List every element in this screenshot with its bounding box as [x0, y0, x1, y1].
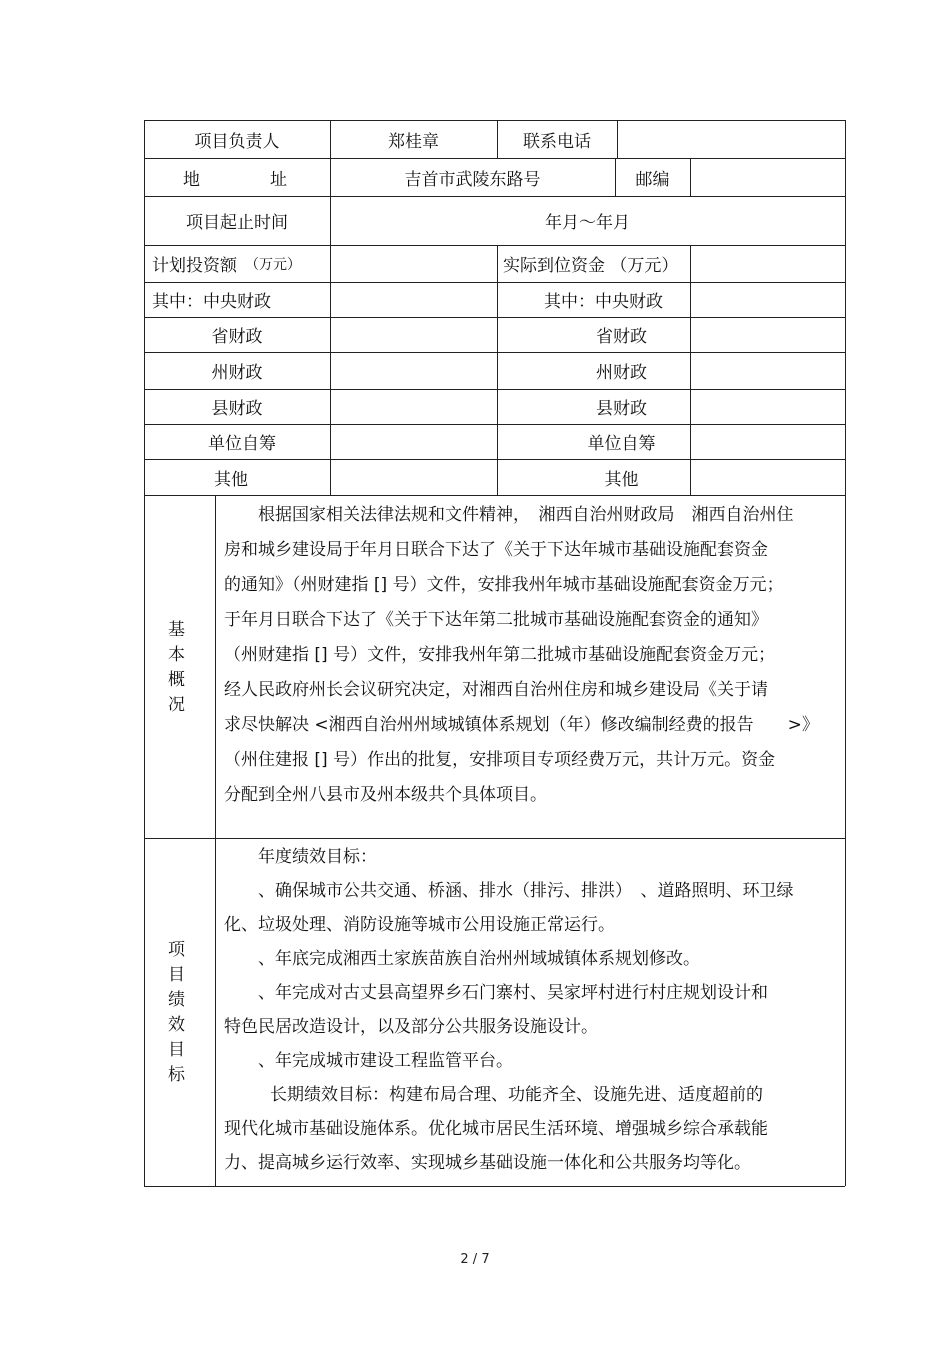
province-finance-left: 省财政	[211, 327, 263, 347]
goals-label-char: 标	[168, 1065, 185, 1085]
overview-line: （州住建报 [] 号）作出的批复，安排项目专项经费万元，共计万元。资金	[224, 750, 776, 770]
other-left: 其他	[214, 469, 248, 490]
goals-label-char: 项	[168, 940, 185, 960]
overview-label-char: 况	[168, 695, 185, 715]
province-finance-right: 省财政	[596, 327, 647, 347]
actual-funds-label: 实际到位资金 （万元）	[503, 256, 679, 276]
overview-line: （州财建指 [] 号）文件，安排我州年第二批城市基础设施配套资金万元；	[224, 645, 776, 665]
goals-label-char: 绩	[168, 990, 185, 1010]
planned-label-text: 计划投资额	[152, 256, 237, 276]
goals-line: 长期绩效目标：构建布局合理、功能齐全、设施先进、适度超前的	[270, 1085, 763, 1105]
planned-investment-label	[144, 245, 330, 282]
goals-line: 力、提高城乡运行效率、实现城乡基础设施一体化和公共服务均等化。	[224, 1153, 751, 1173]
overview-label	[168, 618, 185, 718]
leader-label: 项目负责人	[194, 131, 280, 152]
phone-label: 联系电话	[523, 131, 591, 152]
prefecture-finance-right: 州财政	[596, 363, 647, 383]
goals-label-char: 目	[168, 965, 185, 985]
address-label	[144, 158, 330, 196]
col-divider	[690, 158, 691, 196]
table-border-bottom	[144, 1186, 845, 1187]
period-label: 项目起止时间	[186, 213, 288, 233]
overview-text	[224, 498, 836, 813]
row-divider	[144, 838, 845, 839]
overview-line: 经人民政府州长会议研究决定，对湘西自治州住房和城乡建设局《关于请	[224, 680, 768, 700]
central-finance-left: 其中：中央财政	[152, 292, 271, 312]
self-raised-left: 单位自筹	[208, 434, 276, 454]
page-number: 2 / 7	[460, 1252, 490, 1267]
postcode-label: 邮编	[635, 169, 670, 190]
prefecture-finance-left: 州财政	[211, 363, 263, 383]
central-finance-right: 其中：中央财政	[544, 292, 663, 312]
overview-line: 根据国家相关法律法规和文件精神， 湘西自治州财政局 湘西自治州住	[258, 505, 794, 525]
other-right: 其他	[604, 469, 639, 490]
period-value: 年月～年月	[545, 213, 630, 233]
goals-line: 、年底完成湘西土家族苗族自治州州域城镇体系规划修改。	[258, 949, 700, 969]
table-border-right	[845, 120, 846, 1186]
goals-line: 、确保城市公共交通、桥涵、排水（排污、排洪） 、道路照明、环卫绿	[258, 881, 794, 901]
goals-line: 、年完成对古丈县高望界乡石门寨村、吴家坪村进行村庄规划设计和	[258, 983, 768, 1003]
overview-label-char: 基	[168, 620, 185, 640]
col-divider	[215, 495, 216, 1186]
row-divider	[144, 495, 845, 496]
goals-label-char: 目	[168, 1040, 185, 1060]
leader-value: 郑桂章	[388, 131, 439, 152]
address-value: 吉首市武陵东路号	[404, 169, 541, 190]
goals-text	[224, 840, 836, 1180]
goals-line: 、年完成城市建设工程监管平台。	[258, 1051, 513, 1071]
goals-line: 年度绩效目标：	[258, 847, 377, 867]
col-divider	[617, 120, 618, 158]
col-divider	[690, 245, 691, 495]
self-raised-right: 单位自筹	[587, 434, 656, 454]
overview-line: 求尽快解决 <湘西自治州州域城镇体系规划（年）修改编制经费的报告 >》	[224, 715, 819, 735]
county-finance-left: 县财政	[211, 399, 263, 419]
goals-label	[168, 938, 185, 1088]
overview-line: 于年月日联合下达了《关于下达年第二批城市基础设施配套资金的通知》	[224, 610, 768, 630]
goals-line: 特色民居改造设计，以及部分公共服务设施设计。	[224, 1017, 598, 1037]
overview-label-char: 概	[168, 670, 185, 690]
overview-line: 分配到全州八县市及州本级共个具体项目。	[224, 785, 547, 805]
planned-unit: （万元）	[245, 256, 301, 273]
goals-line: 现代化城市基础设施体系。优化城市居民生活环境、增强城乡综合承载能	[224, 1119, 768, 1139]
address-label-part: 址	[270, 169, 287, 190]
goals-label-char: 效	[168, 1015, 185, 1035]
overview-label-char: 本	[168, 645, 185, 665]
overview-line: 的通知》（州财建指 [] 号）文件，安排我州年城市基础设施配套资金万元；	[224, 575, 784, 595]
goals-line: 化、垃圾处理、消防设施等城市公用设施正常运行。	[224, 915, 615, 935]
address-label-part: 地	[183, 169, 200, 190]
overview-line: 房和城乡建设局于年月日联合下达了《关于下达年城市基础设施配套资金	[224, 540, 768, 560]
county-finance-right: 县财政	[596, 399, 647, 419]
